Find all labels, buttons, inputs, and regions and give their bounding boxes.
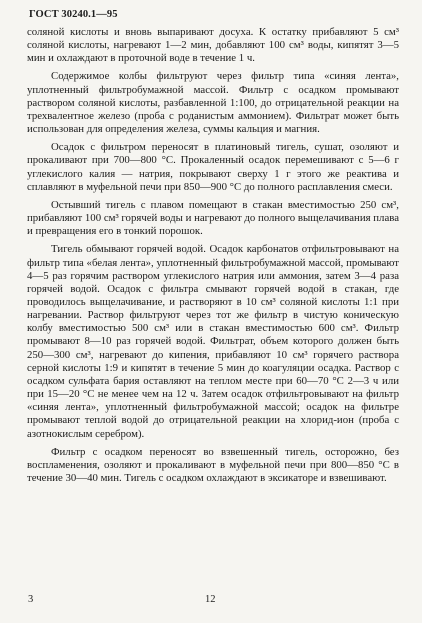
- paragraph-1: соляной кислоты и вновь выпаривают досуха. К остатку прибавляют 5 см³ соляной кислоты, нагревают 1—2 мин, добавляют 100 см³ воды, кипятят 3—5 мин и охлаждают в проточной воде в течение 1 ч.: [27, 26, 399, 65]
- footer-left-number: 3: [28, 594, 34, 605]
- paragraph-5: Тигель обмывают горячей водой. Осадок карбонатов отфильтровывают на фильтр типа «белая лента», уплотненный фильтробумажной массой, промывают 4—5 раз горячим раствором углекислого натрия или аммония, затем 3—4 раза горячей водой. Осадок с фильтра смывают горячей водой в стакан, где проводилось выщелачивание, и растворяют в 10 см³ соляной кислоты 1:1 при нагревании. Раствор фильтруют через тот же фильтр в чистую коническую колбу вместимостью 500 см³ или в стакан вместимостью 600 см³. Фильтр промывают 8—10 раз горячей водой. Фильтрат, объем которого должен быть 250—300 см³, нагревают до кипения, прибавляют 10 см³ горячего раствора серной кислоты 1:9 и кипятят в течение 5 мин до коагуляции осадка. Раствор с осадком сульфата бария оставляют на теплом месте при 60—70 °С 2—3 ч или при 15—20 °С не менее чем на 12 ч. Затем осадок отфильтровывают на фильтр «синяя лента», уплотненный фильтробумажной массой; осадок на фильтре промывают теплой водой до отрицательной реакции на хлорид-ион (проба с азотнокислым серебром).: [27, 243, 399, 440]
- paragraph-3: Осадок с фильтром переносят в платиновый тигель, сушат, озоляют и прокаливают при 700—800 °С. Прокаленный осадок перемешивают с 5—6 г углекислого калия — натрия, покрывают сверху 1 г этого же реактива и сплавляют в муфельной печи при 850—900 °С до полного расплавления смеси.: [27, 141, 399, 193]
- page-number: 12: [205, 594, 216, 605]
- standard-header: ГОСТ 30240.1—95: [29, 9, 118, 20]
- paragraph-6: Фильтр с осадком переносят во взвешенный тигель, осторожно, без воспламенения, озоляют и прокаливают в муфельной печи при 800—850 °С в течение 30—40 мин. Тигель с осадком охлаждают в эксикаторе и взвешивают.: [27, 445, 399, 484]
- document-body: [27, 26, 399, 490]
- paragraph-4: Остывший тигель с плавом помещают в стакан вместимостью 250 см³, прибавляют 100 см³ горячей воды и нагревают до полного выщелачивания плава и превращения его в тонкий порошок.: [27, 198, 399, 238]
- paragraph-2: Содержимое колбы фильтруют через фильтр типа «синяя лента», уплотненный фильтробумажной массой. Фильтр с осадком промывают раствором соляной кислоты, разбавленной 1:100, до отрицательной реакции на трехвалентное железо (проба с роданистым аммонием). Фильтрат может быть использован для определения железа, суммы кальция и магния.: [27, 70, 399, 136]
